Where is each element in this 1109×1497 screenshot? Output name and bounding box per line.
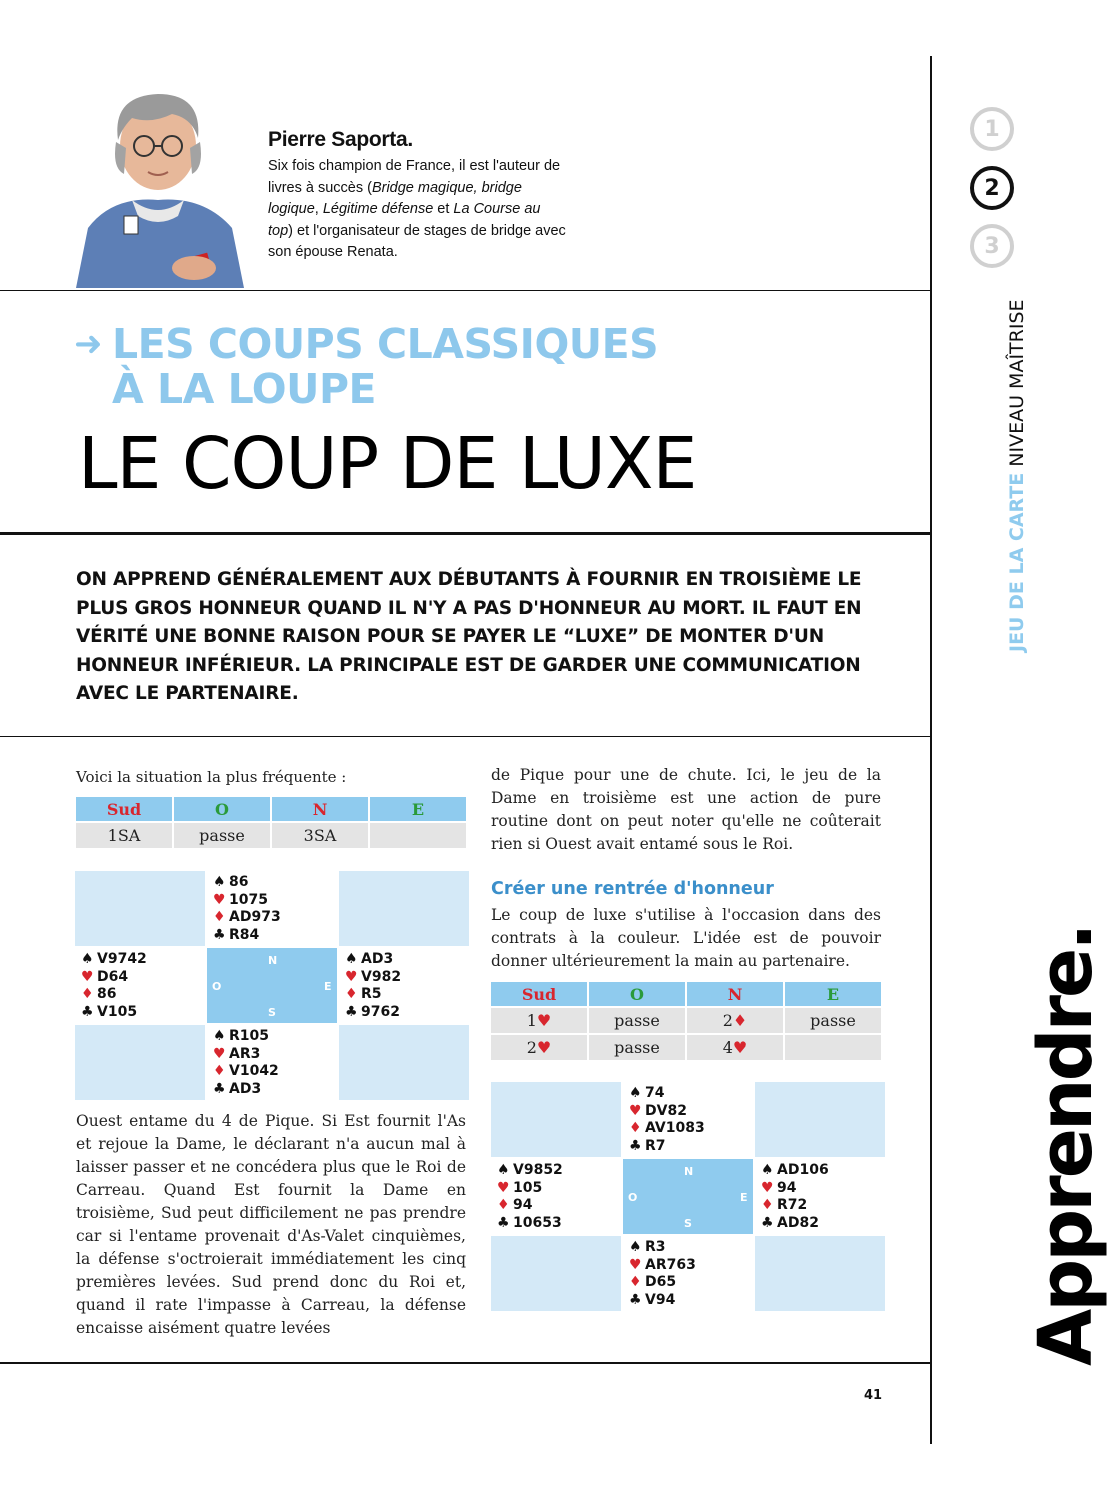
- hand-cards: AD3: [361, 951, 394, 967]
- compass-west: O: [628, 1191, 638, 1204]
- hand-line: [497, 1197, 621, 1215]
- col1-paragraph: Ouest entame du 4 de Pique. Si Est fournit l'As et rejoue la Dame, le déclarant n'a aucun mal à laisser passer et ne concédera plus que le Roi de Carreau. Quand Est fournit la Dame en troisième, Sud peut difficilement ne pas prendre car si l'entame provenait d'As-Valet cinquièmes, la défense s'octroierait immédiatement les cinq premières levées. Sud prend donc du Roi et, quand il rate l'impasse à Carreau, la défense encaisse aisément quatre levées: [76, 1112, 466, 1337]
- heart-icon: ♥: [629, 1256, 642, 1273]
- hand-cards: R84: [229, 926, 260, 943]
- hand-south: [207, 1025, 337, 1100]
- deal-corner: [755, 1236, 885, 1311]
- hand-line: [81, 969, 205, 987]
- bid-cell: [370, 823, 466, 848]
- author-bio-text: ) et l'organisateur de stages de bridge avec son épouse Renata.: [268, 222, 566, 260]
- author-photo: [72, 88, 248, 288]
- heart-icon: ♥: [345, 968, 358, 985]
- bidding-header-row: [491, 982, 881, 1006]
- col1-lead: Voici la situation la plus fréquente :: [76, 768, 347, 786]
- club-icon: ♣: [213, 1080, 226, 1097]
- top-rule: [0, 290, 930, 291]
- hand-cards: D65: [645, 1274, 677, 1290]
- hand-south: [623, 1236, 753, 1311]
- heart-icon: ♥: [81, 968, 94, 985]
- diamond-icon: ♦: [732, 1011, 748, 1030]
- book-title: Bridge magique, bridge logique: [268, 179, 522, 217]
- spade-icon: ♠: [81, 951, 94, 967]
- hand-line: [629, 1239, 753, 1257]
- bottom-rule: [0, 1362, 930, 1364]
- bidding-table: [489, 980, 883, 1062]
- spade-icon: ♠: [345, 951, 358, 967]
- deal-corner: [755, 1082, 885, 1157]
- hand-cards: V9742: [97, 951, 147, 967]
- bid-cell: 1SA: [76, 823, 172, 848]
- deal-corner: [339, 1025, 469, 1100]
- compass-south: S: [684, 1217, 692, 1230]
- hand-line: [497, 1180, 621, 1198]
- hand-cards: R5: [361, 986, 382, 1002]
- hand-cards: 94: [513, 1197, 533, 1213]
- hand-cards: DV82: [645, 1102, 687, 1119]
- heart-icon: ♥: [536, 1038, 552, 1057]
- hand-west: [491, 1159, 621, 1234]
- hand-cards: 10653: [513, 1214, 562, 1231]
- page-number: 41: [864, 1388, 883, 1403]
- compass-west: O: [212, 980, 222, 993]
- diamond-icon: ♦: [345, 986, 358, 1002]
- hand-east: [755, 1159, 885, 1234]
- bid-cell: [589, 1008, 685, 1033]
- hand-line: [629, 1257, 753, 1275]
- hand-line: [629, 1085, 753, 1103]
- bid-level: 4: [722, 1038, 733, 1057]
- bidding-header: Sud: [76, 797, 172, 821]
- heart-icon: ♥: [536, 1011, 552, 1030]
- bid-cell: 3SA: [272, 823, 368, 848]
- category-label: JEU DE LA CARTE: [1006, 472, 1028, 652]
- hand-line: [213, 927, 337, 945]
- heart-icon: ♥: [213, 1045, 226, 1062]
- deal-corner: [491, 1236, 621, 1311]
- compass-east: E: [324, 980, 332, 993]
- hand-line: [497, 1215, 621, 1233]
- deal-diagram: [75, 871, 469, 1100]
- spade-icon: ♠: [629, 1239, 642, 1255]
- diamond-icon: ♦: [629, 1274, 642, 1290]
- hand-line: [213, 892, 337, 910]
- hand-line: [345, 986, 469, 1004]
- bid-level: 2: [722, 1011, 733, 1030]
- hand-line: [213, 1046, 337, 1064]
- hand-cards: V982: [361, 968, 402, 985]
- bid-cell: [491, 1008, 587, 1033]
- club-icon: ♣: [629, 1291, 642, 1308]
- bid-level: passe: [614, 1011, 660, 1030]
- spade-icon: ♠: [213, 1028, 226, 1044]
- spade-icon: ♠: [213, 874, 226, 890]
- bidding-header: Sud: [491, 982, 587, 1006]
- intro-text: ON APPREND GÉNÉRALEMENT AUX DÉBUTANTS À FOURNIR EN TROISIÈME LE PLUS GROS HONNEUR QUAND IL N'Y A PAS D'HONNEUR AU MORT. IL FAUT EN VÉRITÉ UNE BONNE RAISON POUR SE PAYER LE “LUXE” DE MONTER D'UN HONNEUR INFÉRIEUR. LA PRINCIPALE EST DE GARDER UNE COMMUNICATION AVEC LE PARTENAIRE.: [76, 569, 862, 704]
- hand-cards: AD82: [777, 1214, 819, 1231]
- book-title: Légitime défense: [322, 201, 434, 217]
- hand-east: [339, 948, 469, 1023]
- bid-level: 1: [526, 1011, 537, 1030]
- bid-level: 2: [526, 1038, 537, 1057]
- bidding-row: [491, 1035, 881, 1060]
- deal-corner: [75, 1025, 205, 1100]
- hand-cards: V1042: [229, 1063, 279, 1079]
- hand-cards: 86: [229, 874, 249, 890]
- hand-line: [761, 1215, 885, 1233]
- diamond-icon: ♦: [213, 1063, 226, 1079]
- hand-cards: R3: [645, 1239, 666, 1255]
- diamond-icon: ♦: [629, 1120, 642, 1136]
- series-title-line: À LA LOUPE: [112, 365, 377, 413]
- hand-cards: 86: [97, 986, 117, 1002]
- club-icon: ♣: [629, 1137, 642, 1154]
- section-label: Apprendre.: [1023, 925, 1109, 1366]
- bid-cell: [785, 1035, 881, 1060]
- sidebar-divider: [930, 56, 932, 1444]
- hand-line: [81, 986, 205, 1004]
- bidding-header-row: [76, 797, 466, 821]
- col2-continuation: de Pique pour une de chute. Ici, le jeu de la Dame en troisième est une action de pure routine dont on peut noter qu'elle ne coûterait rien si Ouest avait entamé sous le Roi.: [491, 766, 881, 853]
- diamond-icon: ♦: [761, 1197, 774, 1213]
- hand-cards: 94: [777, 1179, 797, 1196]
- compass-east: E: [740, 1191, 748, 1204]
- hand-cards: V9852: [513, 1162, 563, 1178]
- arrow-icon: ➜: [74, 324, 103, 364]
- level-2-badge: 2: [970, 166, 1014, 210]
- club-icon: ♣: [761, 1214, 774, 1231]
- compass-north: N: [684, 1165, 694, 1178]
- bid-cell: [785, 1008, 881, 1033]
- compass: [623, 1159, 753, 1234]
- bidding-row: [76, 823, 466, 848]
- hand-line: [345, 951, 469, 969]
- hand-west: [75, 948, 205, 1023]
- author-bio-text: et: [433, 201, 454, 217]
- hand-cards: D64: [97, 968, 129, 985]
- level-1-badge: 1: [970, 107, 1014, 151]
- club-icon: ♣: [345, 1003, 358, 1020]
- bidding-header: O: [589, 982, 685, 1006]
- level-label: NIVEAU MAÎTRISE: [1006, 299, 1028, 473]
- bid-level: passe: [810, 1011, 856, 1030]
- bidding-header: N: [272, 797, 368, 821]
- hand-cards: 9762: [361, 1003, 400, 1020]
- hand-cards: AD106: [777, 1162, 829, 1178]
- hand-north: [623, 1082, 753, 1157]
- deal-diagram: [491, 1082, 885, 1311]
- title-rule: [0, 532, 930, 535]
- page-title: LE COUP DE LUXE: [78, 422, 697, 505]
- intro-rule: [0, 736, 930, 737]
- hand-north: [207, 871, 337, 946]
- hand-cards: AR3: [229, 1045, 261, 1062]
- hand-line: [629, 1103, 753, 1121]
- bidding-header: E: [785, 982, 881, 1006]
- hand-cards: R105: [229, 1028, 270, 1044]
- bidding-header: N: [687, 982, 783, 1006]
- heart-icon: ♥: [629, 1102, 642, 1119]
- diamond-icon: ♦: [213, 909, 226, 925]
- club-icon: ♣: [497, 1214, 510, 1231]
- compass: [207, 948, 337, 1023]
- bid-cell: [589, 1035, 685, 1060]
- hand-line: [81, 951, 205, 969]
- bidding-header: E: [370, 797, 466, 821]
- spade-icon: ♠: [497, 1162, 510, 1178]
- spade-icon: ♠: [761, 1162, 774, 1178]
- heart-icon: ♥: [761, 1179, 774, 1196]
- hand-line: [213, 874, 337, 892]
- hand-line: [213, 1028, 337, 1046]
- hand-line: [345, 969, 469, 987]
- author-bio-text: ,: [314, 201, 323, 217]
- diamond-icon: ♦: [497, 1197, 510, 1213]
- hand-cards: 1075: [229, 891, 268, 908]
- hand-cards: AD3: [229, 1080, 262, 1097]
- bid-level: passe: [614, 1038, 660, 1057]
- hand-line: [629, 1120, 753, 1138]
- deal-corner: [339, 871, 469, 946]
- hand-cards: 105: [513, 1179, 543, 1196]
- hand-cards: 74: [645, 1085, 665, 1101]
- hand-line: [761, 1162, 885, 1180]
- hand-line: [629, 1292, 753, 1310]
- bidding-table: [74, 795, 468, 850]
- compass-south: S: [268, 1006, 276, 1019]
- deal-corner: [75, 871, 205, 946]
- hand-line: [761, 1180, 885, 1198]
- author-bio: [268, 156, 568, 264]
- author-name: Pierre Saporta.: [268, 128, 413, 151]
- heart-icon: ♥: [213, 891, 226, 908]
- series-title-line: LES COUPS CLASSIQUES: [112, 320, 659, 368]
- hand-cards: V105: [97, 1003, 138, 1020]
- hand-line: [213, 1081, 337, 1099]
- bid-cell: [687, 1008, 783, 1033]
- section-subhead: Créer une rentrée d'honneur: [491, 879, 774, 899]
- sidebar-label: [1006, 299, 1028, 652]
- hand-line: [761, 1197, 885, 1215]
- bid-cell: [687, 1035, 783, 1060]
- hand-line: [629, 1138, 753, 1156]
- spade-icon: ♠: [629, 1085, 642, 1101]
- bid-cell: passe: [174, 823, 270, 848]
- compass-north: N: [268, 954, 278, 967]
- hand-cards: R72: [777, 1197, 808, 1213]
- hand-line: [345, 1004, 469, 1022]
- hand-cards: AV1083: [645, 1120, 705, 1136]
- hand-cards: R7: [645, 1137, 666, 1154]
- hand-line: [213, 1063, 337, 1081]
- hand-cards: V94: [645, 1291, 676, 1308]
- bid-cell: [491, 1035, 587, 1060]
- heart-icon: ♥: [732, 1038, 748, 1057]
- series-title: [112, 322, 658, 412]
- hand-line: [81, 1004, 205, 1022]
- bidding-header: O: [174, 797, 270, 821]
- heart-icon: ♥: [497, 1179, 510, 1196]
- hand-cards: AD973: [229, 909, 281, 925]
- hand-line: [629, 1274, 753, 1292]
- hand-line: [213, 909, 337, 927]
- diamond-icon: ♦: [81, 986, 94, 1002]
- hand-line: [497, 1162, 621, 1180]
- col2-paragraph: Le coup de luxe s'utilise à l'occasion dans des contrats à la couleur. L'idée est de pouvoir donner ultérieurement la main au partenaire.: [491, 906, 881, 970]
- club-icon: ♣: [213, 926, 226, 943]
- level-3-badge: 3: [970, 224, 1014, 268]
- author-bio-text: Six fois champion de France, il est l'auteur de livres à succès (: [268, 158, 561, 196]
- hand-cards: AR763: [645, 1256, 696, 1273]
- book-title: La Course au top: [268, 201, 541, 239]
- bidding-row: [491, 1008, 881, 1033]
- deal-corner: [491, 1082, 621, 1157]
- club-icon: ♣: [81, 1003, 94, 1020]
